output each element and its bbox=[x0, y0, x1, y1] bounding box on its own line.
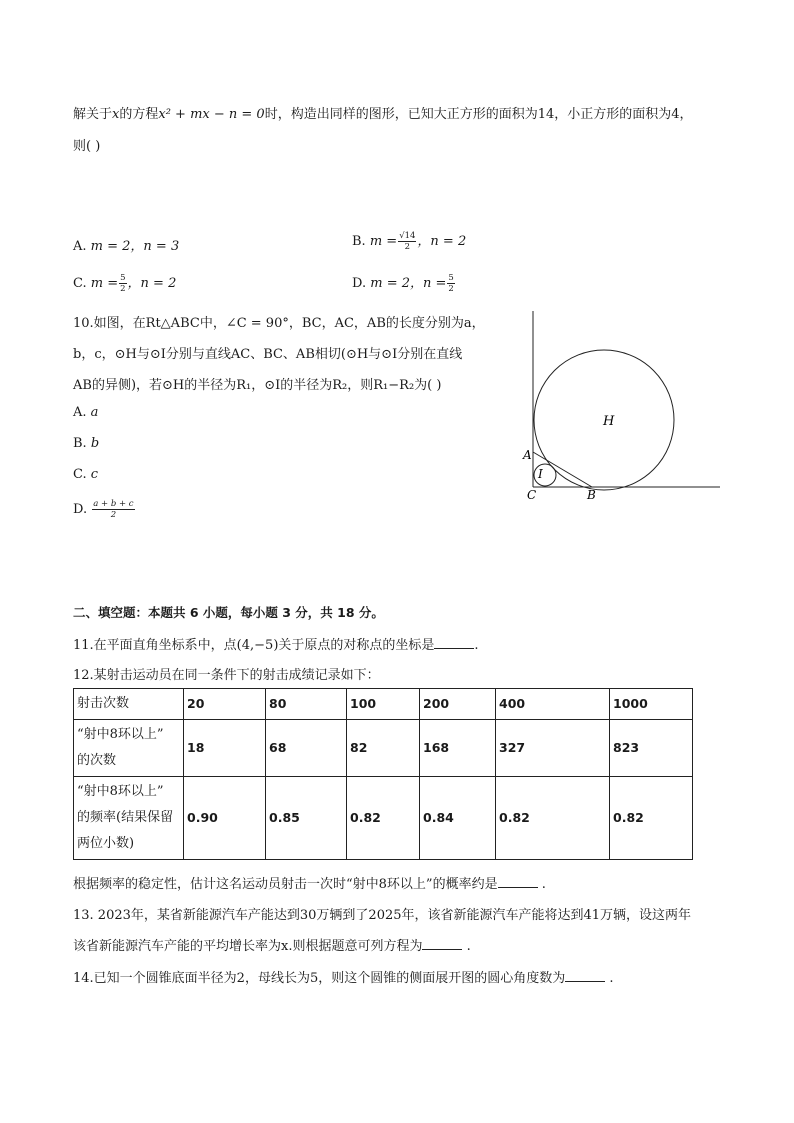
q12-intro: 12.某射击运动员在同一条件下的射击成绩记录如下： bbox=[73, 668, 380, 683]
label-c: C bbox=[527, 488, 537, 502]
q9-option-a[interactable]: A. m = 2，n = 3 bbox=[73, 239, 180, 254]
table-row bbox=[74, 720, 693, 777]
table-cell: 20 bbox=[184, 689, 266, 720]
table-cell: 0.85 bbox=[266, 777, 347, 860]
table-cell: 80 bbox=[266, 689, 347, 720]
q10-option-a[interactable]: A. a bbox=[73, 405, 99, 420]
table-row bbox=[74, 777, 693, 860]
q11-answer-blank[interactable] bbox=[434, 638, 474, 649]
table-cell: 200 bbox=[420, 689, 496, 720]
q10-figure bbox=[518, 306, 724, 502]
table-cell: 82 bbox=[347, 720, 420, 777]
q10-option-d-fraction: $\frac{a + b + c}{2}$ bbox=[93, 499, 134, 520]
table-cell: 68 bbox=[266, 720, 347, 777]
label-h: H bbox=[603, 414, 615, 429]
table-cell: 0.82 bbox=[610, 777, 693, 860]
q11: 11.在平面直角坐标系中，点(4,−5)关于原点的对称点的坐标是 . bbox=[73, 638, 479, 653]
table-row bbox=[74, 689, 693, 720]
table-cell: 0.82 bbox=[496, 777, 610, 860]
table-cell: 0.82 bbox=[347, 777, 420, 860]
q12-after: 根据频率的稳定性，估计这名运动员射击一次时“射中8环以上”的概率约是 . bbox=[73, 877, 546, 892]
table-cell: 0.84 bbox=[420, 777, 496, 860]
q10-line2: b，c，⊙H与⊙I分别与直线AC、BC、AB相切(⊙H与⊙I分别在直线 bbox=[73, 347, 463, 362]
q9-option-d[interactable]: D. m = 2，n = $\frac{5}{2}$ bbox=[352, 273, 454, 294]
q9-option-b-fraction: $\frac{√14}{2}$ bbox=[399, 231, 416, 252]
q10-option-c[interactable]: C. c bbox=[73, 467, 99, 482]
q9-option-c[interactable]: C. m = $\frac{5}{2}$ ，n = 2 bbox=[73, 273, 177, 294]
table-header-cell: “射中8环以上” 的次数 bbox=[74, 720, 184, 777]
label-i: I bbox=[538, 467, 543, 481]
q9-text-b: 的方程 bbox=[119, 107, 159, 122]
q9-option-b[interactable]: B. m = $\frac{√14}{2}$ ，n = 2 bbox=[352, 231, 467, 252]
q13-answer-blank[interactable] bbox=[422, 939, 462, 950]
table-cell: 823 bbox=[610, 720, 693, 777]
q13-line1: 13. 2023年，某省新能源汽车产能达到30万辆到了2025年，该省新能源汽车产能将达到41万辆，设这两年 bbox=[73, 908, 692, 923]
q13-line2: 该省新能源汽车产能的平均增长率为x.则根据题意可列方程为 . bbox=[73, 939, 471, 954]
q14-answer-blank[interactable] bbox=[565, 971, 605, 982]
q9-option-d-fraction: $\frac{5}{2}$ bbox=[448, 273, 454, 294]
label-b: B bbox=[587, 488, 596, 502]
label-a: A bbox=[523, 448, 532, 462]
table-cell: 168 bbox=[420, 720, 496, 777]
q9-text-a: 解关于 bbox=[73, 107, 113, 122]
table-header-cell: 射击次数 bbox=[74, 689, 184, 720]
q10-line3: AB的异侧)，若⊙H的半径为R₁，⊙I的半径为R₂，则R₁−R₂为( ) bbox=[73, 378, 442, 393]
q9-option-c-fraction: $\frac{5}{2}$ bbox=[120, 273, 126, 294]
table-cell: 0.90 bbox=[184, 777, 266, 860]
section-title: 二、填空题：本题共 6 小题，每小题 3 分，共 18 分。 bbox=[73, 605, 384, 620]
table-header-cell: “射中8环以上” 的频率(结果保留 两位小数) bbox=[74, 777, 184, 860]
table-cell: 1000 bbox=[610, 689, 693, 720]
table-cell: 100 bbox=[347, 689, 420, 720]
table-cell: 400 bbox=[496, 689, 610, 720]
q10-option-b[interactable]: B. b bbox=[73, 436, 100, 451]
q14: 14.已知一个圆锥底面半径为2，母线长为5，则这个圆锥的侧面展开图的圆心角度数为 . bbox=[73, 971, 614, 986]
q9-text-c: 时，构造出同样的图形，已知大正方形的面积为14，小正方形的面积为4， bbox=[264, 107, 693, 122]
q9-equation: x² + mx − n = 0 bbox=[158, 107, 265, 122]
q12-table bbox=[73, 688, 693, 860]
table-cell: 18 bbox=[184, 720, 266, 777]
table-cell: 327 bbox=[496, 720, 610, 777]
q9-line2: 则( ) bbox=[73, 139, 101, 154]
q12-answer-blank[interactable] bbox=[498, 877, 538, 888]
q10-line1: 10.如图，在Rt△ABC中，∠C = 90°，BC，AC，AB的长度分别为a， bbox=[73, 316, 485, 331]
q10-option-d[interactable]: D. $\frac{a + b + c}{2}$ bbox=[73, 499, 134, 520]
q9-line1: 解关于x的方程x² + mx − n = 0时，构造出同样的图形，已知大正方形的面积为14，小正方形的面积为4， bbox=[73, 107, 693, 122]
